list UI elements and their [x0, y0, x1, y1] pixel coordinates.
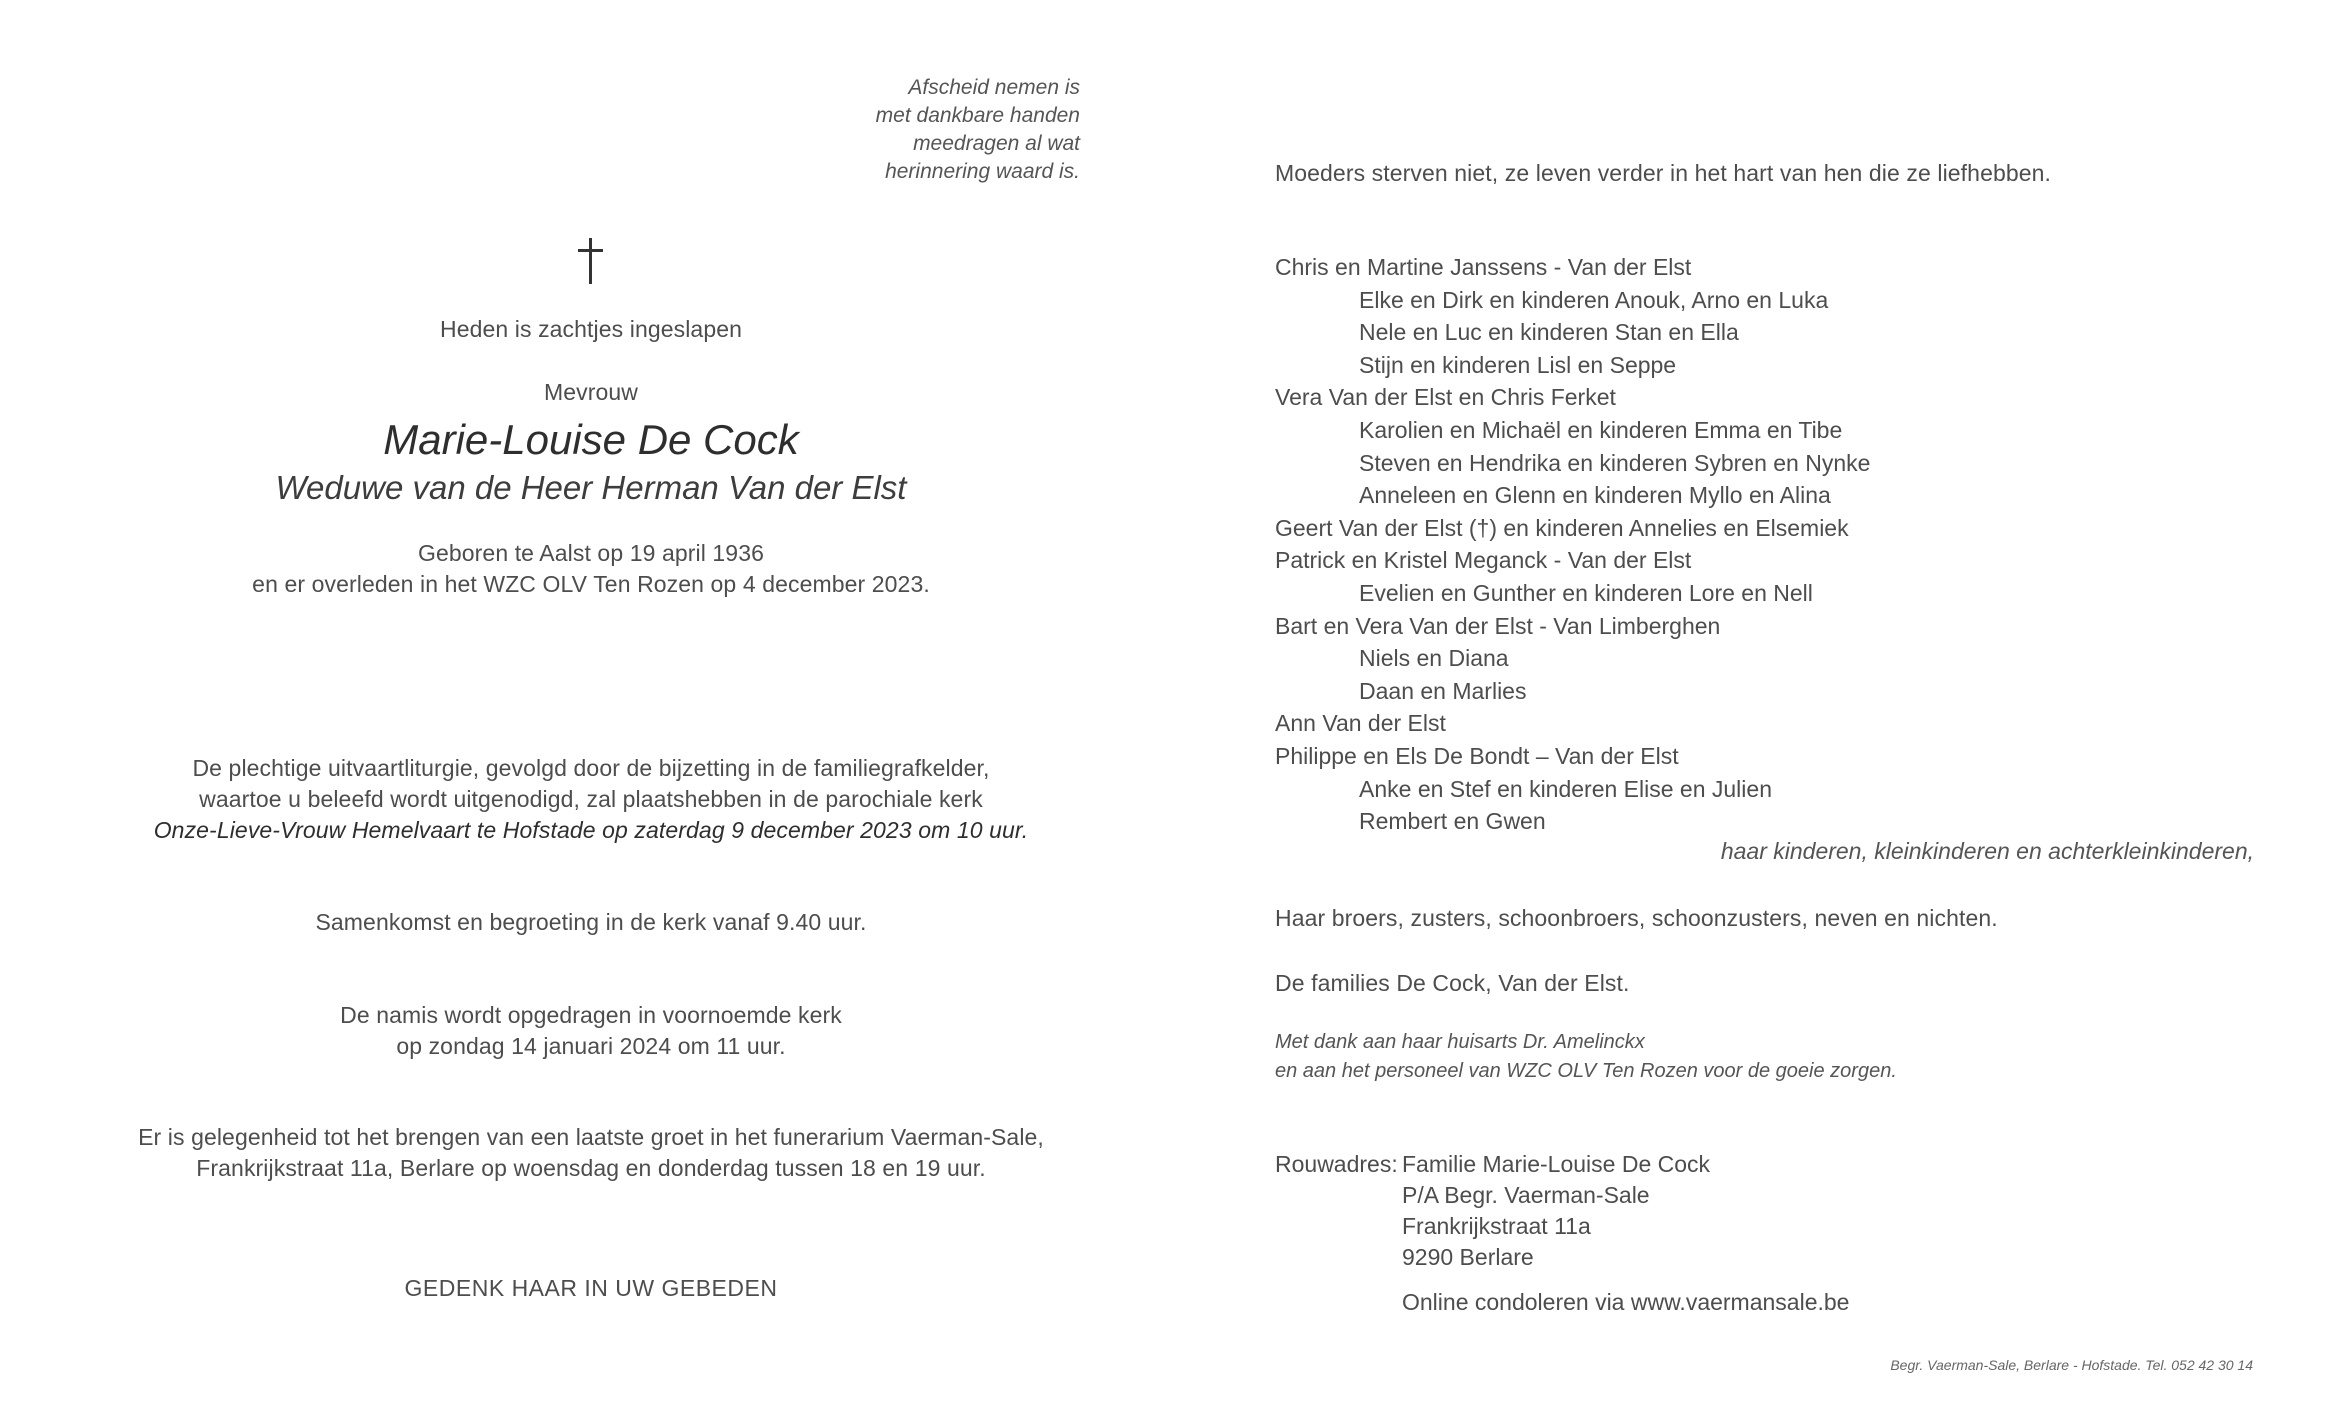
family-member-grandchild: Evelien en Gunther en kinderen Lore en Nell — [1359, 579, 1813, 606]
visitation-line-2: Frankrijkstraat 11a, Berlare op woensdag en donderdag tussen 18 en 19 uur. — [196, 1155, 986, 1181]
thanks-line-2: en aan het personeel van WZC OLV Ten Rozen voor de goeie zorgen. — [1275, 1060, 1897, 1082]
family-member-grandchild: Stijn en kinderen Lisl en Seppe — [1359, 351, 1677, 378]
family-member-child: Chris en Martine Janssens - Van der Elst — [1275, 254, 1692, 280]
quote-line: Afscheid nemen is — [908, 76, 1080, 99]
memorial-mass-line-2: op zondag 14 januari 2024 om 11 uur. — [396, 1033, 786, 1059]
widow-of: Weduwe van de Heer Herman Van der Elst — [275, 469, 907, 506]
quote-line: met dankbare handen — [875, 104, 1080, 127]
families-text: De families De Cock, Van der Elst. — [1275, 970, 1630, 996]
address-line: Frankrijkstraat 11a — [1402, 1213, 1591, 1239]
address-line: 9290 Berlare — [1402, 1244, 1534, 1270]
family-member-grandchild: Anke en Stef en kinderen Elise en Julien — [1359, 775, 1772, 802]
funeral-line-3: Onze-Lieve-Vrouw Hemelvaart te Hofstade op zaterdag 9 december 2023 om 10 uur. — [153, 817, 1029, 843]
family-member-grandchild: Karolien en Michaël en kinderen Emma en Tibe — [1359, 416, 1843, 443]
family-member-grandchild: Nele en Luc en kinderen Stan en Ella — [1359, 319, 1739, 346]
family-member-grandchild: Steven en Hendrika en kinderen Sybren en Nynke — [1359, 449, 1871, 476]
family-summary: haar kinderen, kleinkinderen en achterkleinkinderen, — [1720, 838, 2254, 864]
birth-line: Geboren te Aalst op 19 april 1936 — [418, 540, 764, 566]
intro-text: Heden is zachtjes ingeslapen — [440, 316, 742, 342]
siblings-text: Haar broers, zusters, schoonbroers, schoonzusters, neven en nichten. — [1275, 905, 1998, 931]
salutation: Mevrouw — [543, 379, 638, 405]
memorial-mass-line-1: De namis wordt opgedragen in voornoemde kerk — [340, 1002, 842, 1028]
cross-icon — [573, 238, 609, 284]
address-line: Familie Marie-Louise De Cock — [1402, 1151, 1711, 1177]
address-label: Rouwadres: — [1275, 1151, 1398, 1177]
funeral-line-2: waartoe u beleefd wordt uitgenodigd, zal plaatshebben in de parochiale kerk — [199, 786, 983, 812]
family-member-grandchild: Anneleen en Glenn en kinderen Myllo en Alina — [1359, 482, 1831, 509]
family-list — [1275, 251, 1870, 838]
family-member-child: Ann Van der Elst — [1275, 710, 1446, 737]
opening-quote — [876, 74, 1080, 186]
family-member-child: Geert Van der Elst (†) en kinderen Annelies en Elsemiek — [1275, 514, 1849, 541]
family-member-grandchild: Rembert en Gwen — [1359, 808, 1546, 835]
mourning-address — [1275, 1149, 1849, 1318]
closing-text: GEDENK HAAR IN UW GEBEDEN — [404, 1275, 778, 1301]
quote-line: herinnering waard is. — [885, 160, 1080, 183]
quote-line: meedragen al wat — [913, 132, 1080, 155]
family-member-child: Philippe en Els De Bondt – Van der Elst — [1275, 742, 1679, 769]
funeral-line-1: De plechtige uitvaartliturgie, gevolgd door de bijzetting in de familiegrafkelder, — [192, 755, 990, 781]
funeral-home-credit: Begr. Vaerman-Sale, Berlare - Hofstade. Tel. 052 42 30 14 — [1890, 1357, 2253, 1373]
death-line: en er overleden in het WZC OLV Ten Rozen op 4 december 2023. — [252, 571, 930, 597]
gathering-text: Samenkomst en begroeting in de kerk vanaf 9.40 uur. — [315, 909, 867, 935]
family-member-child: Bart en Vera Van der Elst - Van Limberghen — [1275, 612, 1721, 639]
online-condolence-link[interactable]: Online condoleren via www.vaermansale.be — [1402, 1289, 1850, 1315]
address-line: P/A Begr. Vaerman-Sale — [1402, 1182, 1650, 1208]
family-member-grandchild: Daan en Marlies — [1359, 677, 1527, 704]
family-member-child: Patrick en Kristel Meganck - Van der Elst — [1275, 547, 1692, 574]
motto: Moeders sterven niet, ze leven verder in het hart van hen die ze liefhebben. — [1275, 160, 2052, 186]
thanks-line-1: Met dank aan haar huisarts Dr. Amelinckx — [1275, 1031, 1645, 1053]
family-member-grandchild: Elke en Dirk en kinderen Anouk, Arno en Luka — [1359, 286, 1829, 313]
deceased-name: Marie-Louise De Cock — [383, 416, 799, 463]
visitation-line-1: Er is gelegenheid tot het brengen van een laatste groet in het funerarium Vaerman-Sale, — [138, 1124, 1044, 1150]
family-member-grandchild: Niels en Diana — [1359, 645, 1509, 672]
family-member-child: Vera Van der Elst en Chris Ferket — [1275, 384, 1616, 411]
